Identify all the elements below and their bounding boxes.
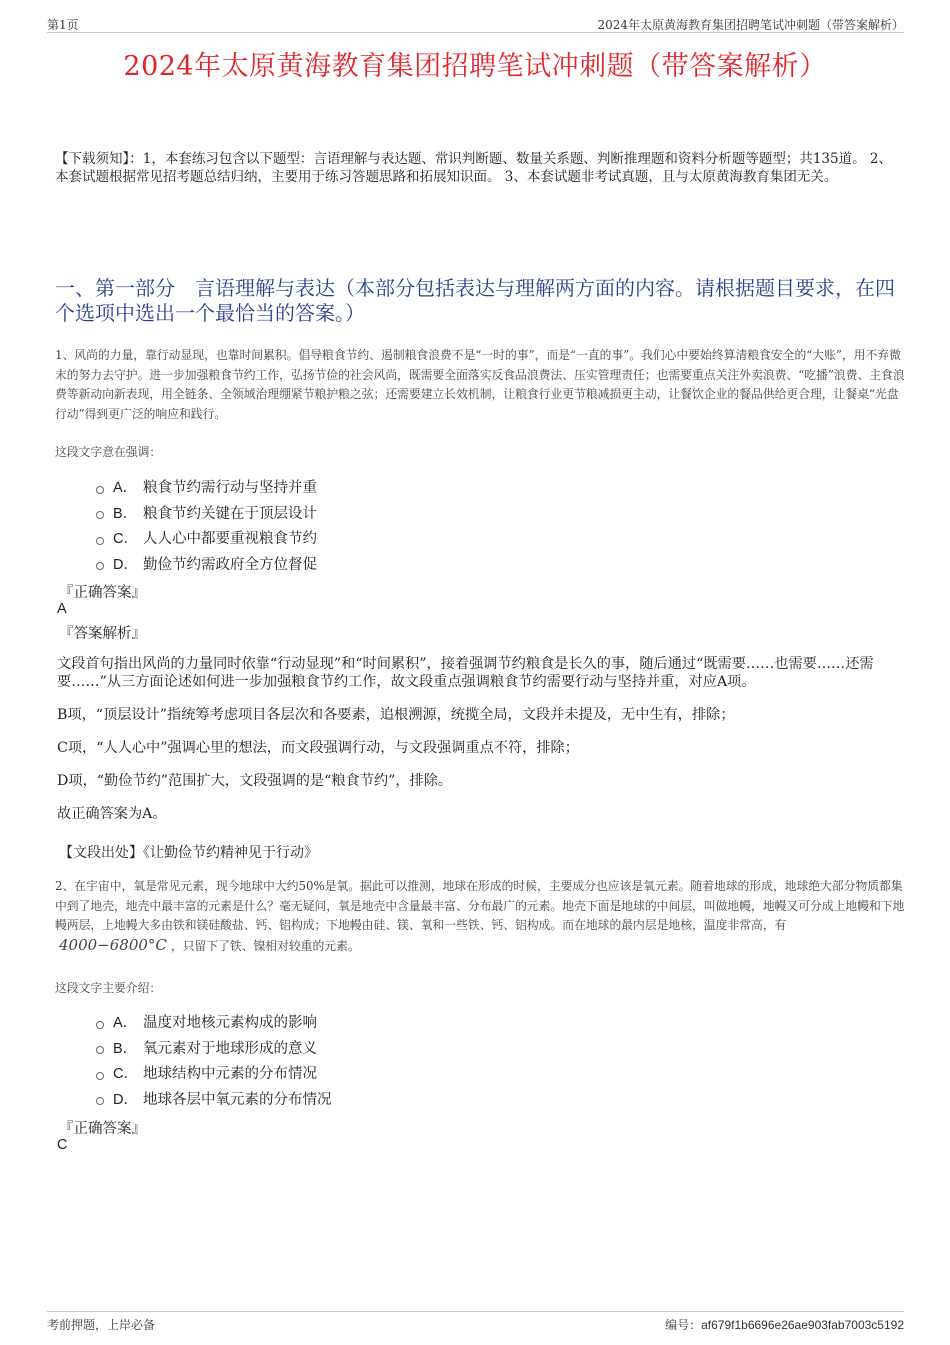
question-2-options	[96, 1009, 332, 1111]
question-2-text: 2、在宇宙中，氧是常见元素，现今地球中大约50%是氧。据此可以推测，地球在形成的时候，主要成分也应该是氧元素。随着地球的形成，地球绝大部分物质都集中到了地壳，地壳中最丰富的元素是什么？毫无疑问，氧是地壳中含量最丰富、分布最广的元素。地壳下面是地球的中间层，叫做地幔，地幔又可分成上地幔和下地幔两层，上地幔大多由铁和镁硅酸盐、钙、铝构成；下地幔由硅、镁、氧和一些铁、钙、铝构成。而在地球的最内层是地核，温度非常高，有4000−6800°C ，只留下了铁、镍相对较重的元素。	[55, 879, 905, 954]
option-d[interactable]: D． 勤俭节约需政府全方位督促	[96, 551, 317, 577]
option-text: 温度对地核元素构成的影响	[143, 1015, 317, 1032]
option-b[interactable]: B． 氧元素对于地球形成的意义	[96, 1035, 332, 1061]
option-text: 人人心中都要重视粮食节约	[143, 531, 317, 548]
section-heading: 一、第一部分 言语理解与表达（本部分包括表达与理解两方面的内容。请根据题目要求，在四个选项中选出一个最恰当的答案。）	[55, 276, 895, 325]
analysis-paragraph: 文段首句指出风尚的力量同时依靠“行动显现”和“时间累积”，接着强调节约粮食是长久的事，随后通过“既需要……也需要……还需要……”从三方面论述如何进一步加强粮食节约工作，故文段重点强调粮食节约需要行动与坚持并重，对应A项。	[57, 656, 874, 690]
document-code: 编号：af679f1b6696e26ae903fab7003c5192	[665, 1318, 904, 1332]
radio-icon[interactable]	[96, 1046, 104, 1054]
option-c[interactable]: C． 地球结构中元素的分布情况	[96, 1060, 332, 1086]
option-c[interactable]: C． 人人心中都要重视粮食节约	[96, 525, 317, 551]
option-a[interactable]: A． 粮食节约需行动与坚持并重	[96, 474, 317, 500]
question-1-prompt: 这段文字意在强调：	[55, 445, 162, 459]
radio-icon[interactable]	[96, 562, 104, 570]
analysis-paragraph: D项，“勤俭节约”范围扩大，文段强调的是“粮食节约”，排除。	[57, 773, 453, 789]
page-number: 第1页	[47, 18, 79, 32]
option-text: 粮食节约需行动与坚持并重	[143, 480, 317, 497]
radio-icon[interactable]	[96, 1021, 104, 1029]
analysis-label: 『答案解析』	[59, 626, 146, 642]
option-d[interactable]: D． 地球各层中氧元素的分布情况	[96, 1086, 332, 1112]
analysis-paragraph: 故正确答案为A。	[57, 806, 167, 822]
question-1-options	[96, 474, 317, 576]
answer-value: C	[57, 1137, 68, 1153]
footer-slogan: 考前押题，上岸必备	[47, 1318, 156, 1332]
radio-icon[interactable]	[96, 511, 104, 519]
option-b[interactable]: B． 粮食节约关键在于顶层设计	[96, 500, 317, 526]
option-text: 粮食节约关键在于顶层设计	[143, 505, 317, 522]
radio-icon[interactable]	[96, 1072, 104, 1080]
radio-icon[interactable]	[96, 1097, 104, 1105]
source-citation: 【文段出处】《让勤俭节约精神见于行动》	[59, 845, 318, 861]
page-footer	[47, 1311, 904, 1332]
temperature-formula: 4000−6800°C	[59, 935, 167, 954]
option-text: 氧元素对于地球形成的意义	[143, 1040, 317, 1057]
option-a[interactable]: A． 温度对地核元素构成的影响	[96, 1009, 332, 1035]
question-1-text: 1、风尚的力量，靠行动显现，也靠时间累积。倡导粮食节约、遏制粮食浪费不是“一时的事”，而是“一直的事”。我们心中要始终算清粮食安全的“大账”，用不弃微末的努力去守护。进一步加强粮食节约工作，弘扬节俭的社会风尚，既需要全面落实反食品浪费法、压实管理责任；也需要重点关注外卖浪费、“吃播”浪费、主食浪费等新动向新表现，用全链条、全领域治理绷紧节粮护粮之弦；还需要建立长效机制，让粮食行业更节粮减损更主动，让餐饮企业的餐品供给更合理，让餐桌“光盘行动”得到更广泛的响应和践行。	[55, 348, 905, 421]
header-title: 2024年太原黄海教育集团招聘笔试冲刺题（带答案解析）	[597, 18, 904, 32]
answer-value: A	[57, 601, 67, 617]
download-notice: 【下载须知】：1，本套练习包含以下题型：言语理解与表达题、常识判断题、数量关系题、判断推理题和资料分析题等题型；共135道。 2、本套试题根据常见招考题总结归纳，主要用于练习答题思路和拓展知识面。 3、本套试题非考试真题，且与太原黄海教育集团无关。	[55, 151, 892, 185]
option-text: 地球结构中元素的分布情况	[143, 1066, 317, 1083]
page-header	[47, 14, 904, 33]
analysis-paragraph: C项，“人人心中”强调心里的想法，而文段强调行动，与文段强调重点不符，排除；	[57, 740, 579, 756]
option-text: 地球各层中氧元素的分布情况	[143, 1091, 332, 1108]
document-title: 2024年太原黄海教育集团招聘笔试冲刺题（带答案解析）	[123, 51, 827, 82]
analysis-text	[57, 655, 897, 823]
answer-label: 『正确答案』	[59, 585, 146, 601]
option-text: 勤俭节约需政府全方位督促	[143, 556, 317, 573]
radio-icon[interactable]	[96, 486, 104, 494]
radio-icon[interactable]	[96, 537, 104, 545]
answer-label: 『正确答案』	[59, 1121, 146, 1137]
analysis-paragraph: B项，“顶层设计”指统筹考虑项目各层次和各要素，追根溯源，统揽全局，文段并未提及，无中生有，排除；	[57, 707, 735, 723]
question-2-prompt: 这段文字主要介绍：	[55, 981, 162, 995]
